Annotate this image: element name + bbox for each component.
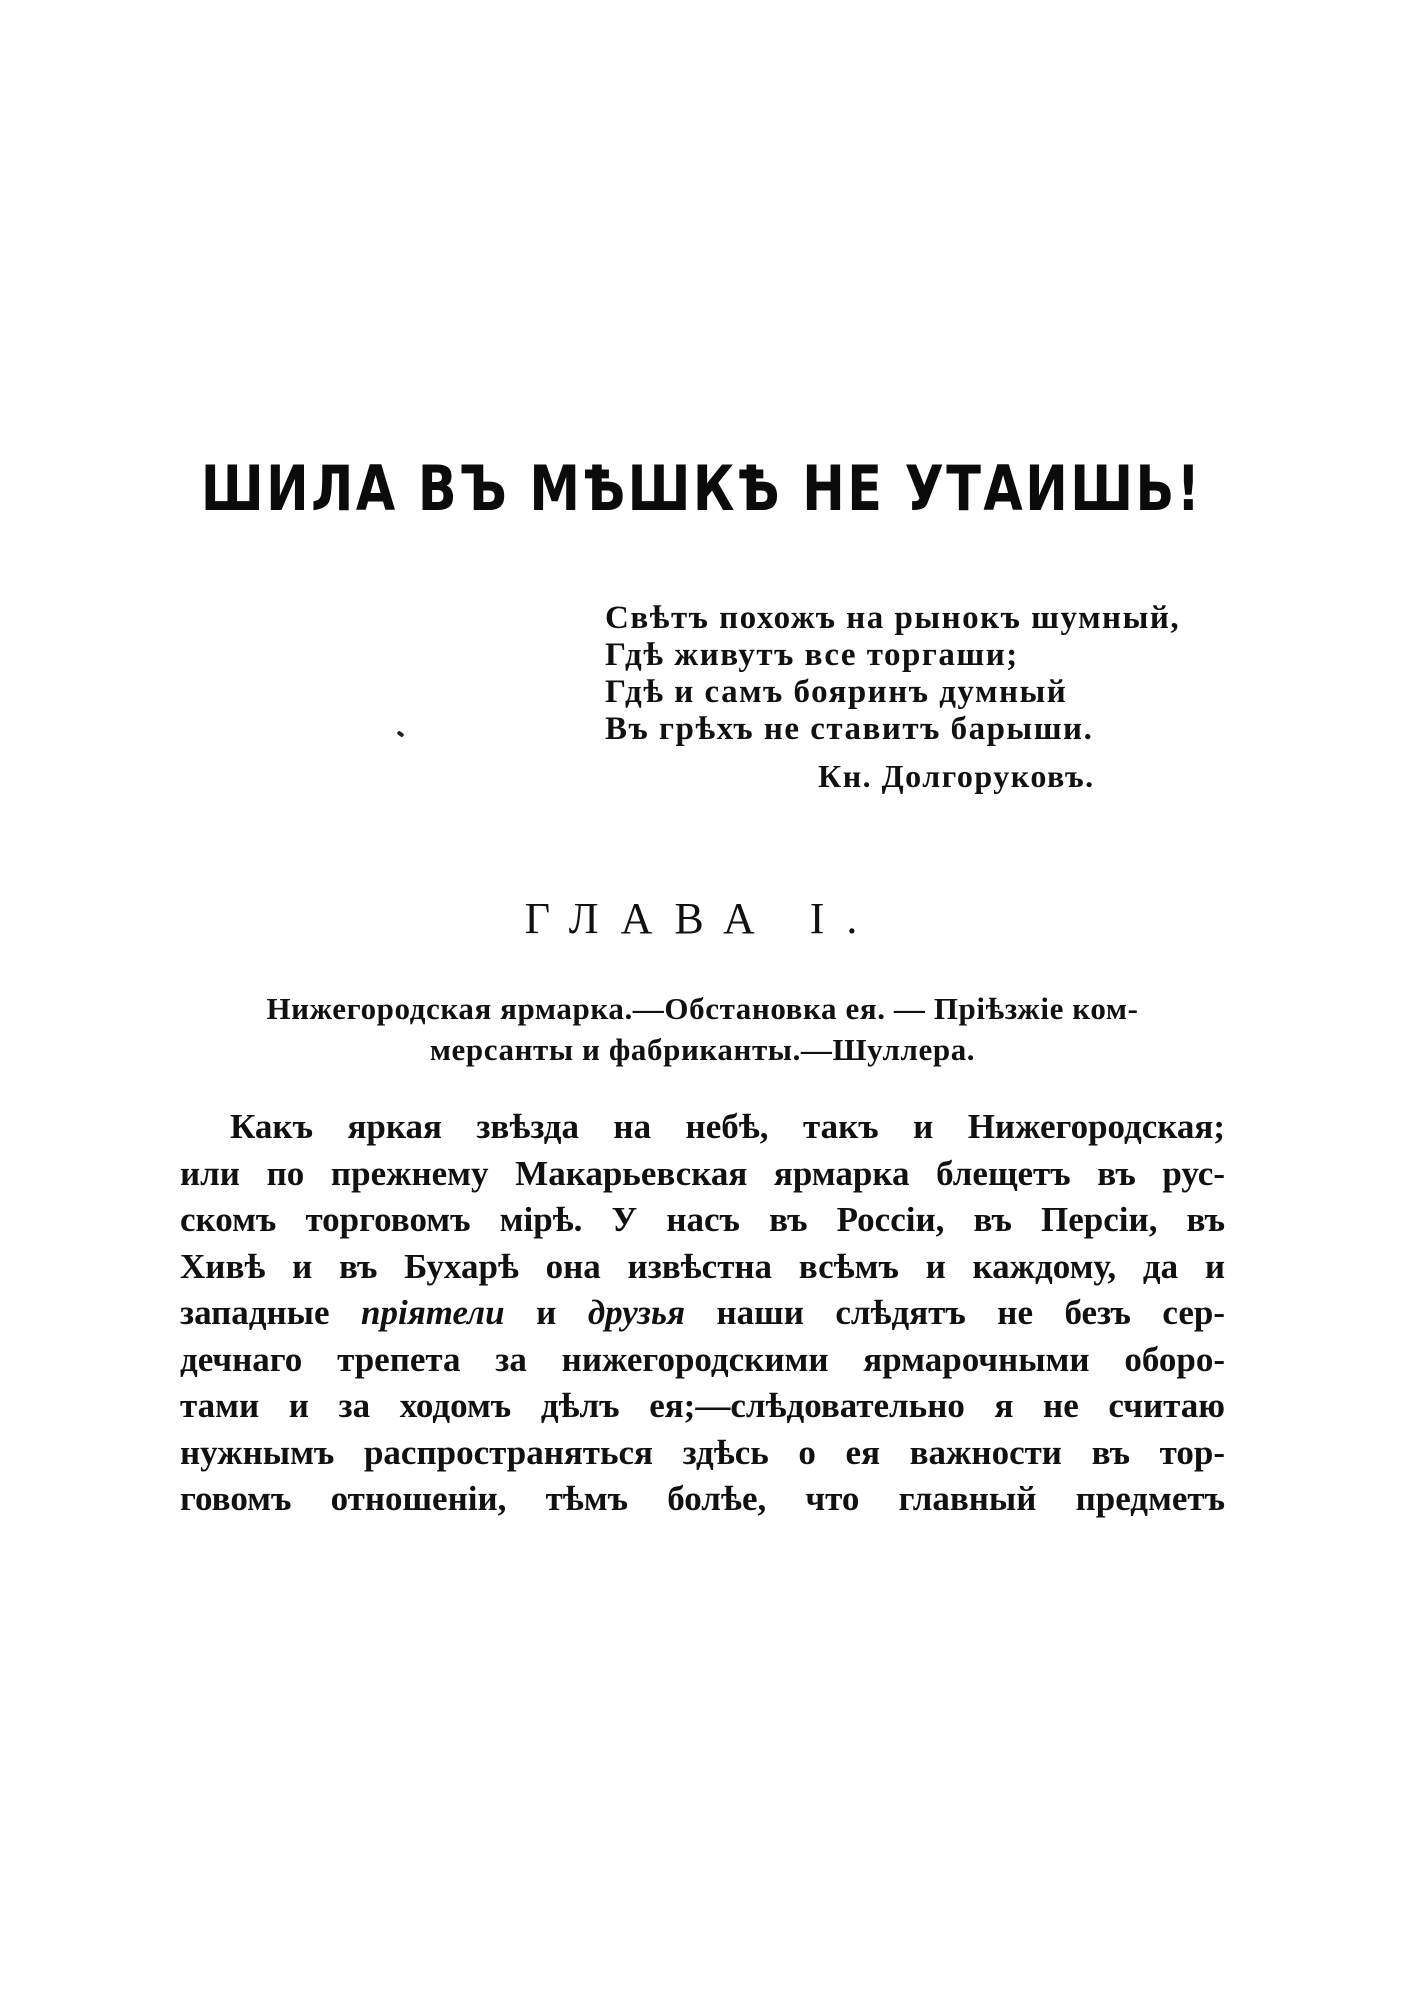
paragraph-line: говомъ отношеніи, тѣмъ болѣе, что главный предметъ bbox=[180, 1479, 1225, 1518]
body-paragraph bbox=[180, 1104, 1225, 1523]
chapter-heading: ГЛАВА I. bbox=[524, 894, 880, 943]
text-run: западные bbox=[180, 1293, 330, 1332]
story-title: ШИЛА ВЪ МѢШКѢ НЕ УТАИШЬ! bbox=[200, 452, 1203, 525]
summary-line: Нижегородская ярмарка.—Обстановка ея. — Пріѣзжіе ком- bbox=[266, 991, 1139, 1026]
text-run: и bbox=[536, 1293, 557, 1332]
paragraph-line bbox=[180, 1290, 1225, 1337]
paragraph-line: Хивѣ и въ Бухарѣ она извѣстна всѣмъ и каждому, да и bbox=[180, 1246, 1225, 1286]
summary-line: мерсанты и фабриканты.—Шуллера. bbox=[429, 1032, 976, 1067]
epigraph-line: Свѣтъ похожъ на рынокъ шумный, bbox=[605, 600, 1181, 636]
paragraph-line: нужнымъ распространяться здѣсь о ея важности въ тор- bbox=[180, 1432, 1225, 1472]
epigraph-line: Въ грѣхъ не ставитъ барыши. bbox=[605, 711, 1094, 747]
paragraph-line: или по прежнему Макарьевская ярмарка блещетъ въ рус- bbox=[180, 1153, 1225, 1193]
print-speck bbox=[396, 730, 404, 737]
italic-word: друзья bbox=[587, 1293, 685, 1332]
text-run: наши слѣдятъ не безъ сер- bbox=[716, 1293, 1226, 1332]
epigraph-attribution: Кн. Долгоруковъ. bbox=[818, 758, 1095, 794]
paragraph-line: Какъ яркая звѣзда на небѣ, такъ и Нижегородская; bbox=[230, 1107, 1225, 1146]
epigraph-line: Гдѣ живутъ все торгаши; bbox=[605, 637, 1019, 673]
paragraph-line: тами и за ходомъ дѣлъ ея;—слѣдовательно я не считаю bbox=[180, 1386, 1225, 1425]
paragraph-line: дечнаго трепета за нижегородскими ярмарочными оборо- bbox=[180, 1339, 1225, 1379]
epigraph bbox=[605, 600, 1245, 748]
italic-word: пріятели bbox=[361, 1293, 505, 1332]
epigraph-line: Гдѣ и самъ бояринъ думный bbox=[605, 674, 1068, 710]
chapter-summary bbox=[180, 988, 1225, 1070]
paragraph-line: скомъ торговомъ мірѣ. У насъ въ Россіи, въ Персіи, въ bbox=[180, 1200, 1225, 1239]
